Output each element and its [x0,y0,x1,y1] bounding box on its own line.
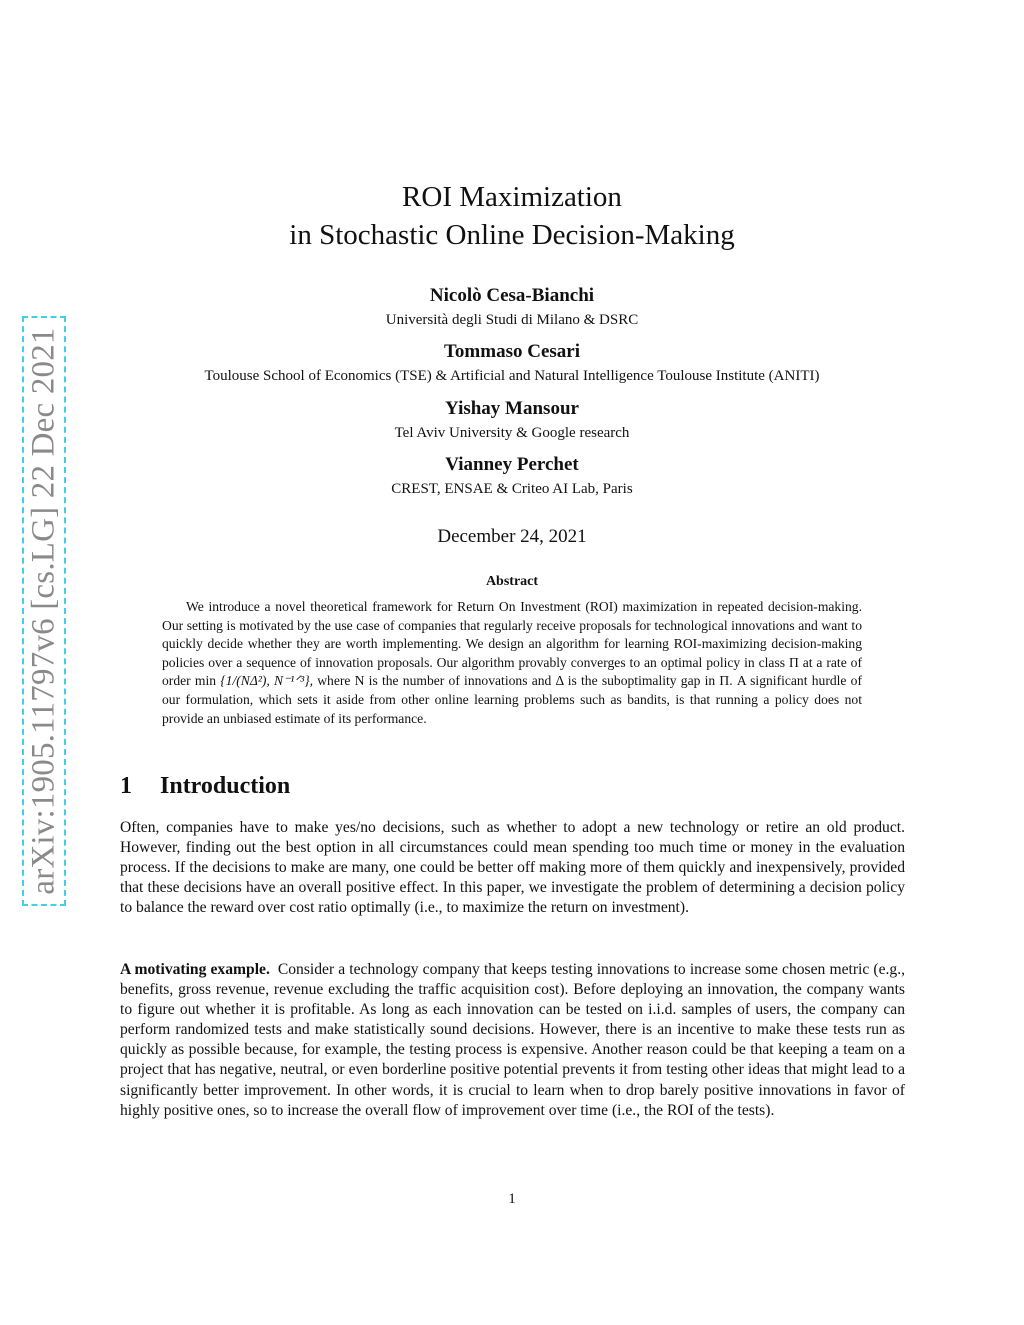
paragraph-body: Consider a technology company that keeps testing innovations to increase some chosen metric (e.g., benefits, gross revenue, revenue excluding the traffic acquisition cost). Before deploying an innovation, the company wants to figure out whether it is profitable. As long as each innovation can be tested on i.i.d. samples of users, the company can perform randomized tests and make statistically sound decisions. However, there is an incentive to make these tests run as quickly as possible because, for example, the testing process is expensive. Another reason could be that keeping a team on a project that has negative, neutral, or even borderline positive potential prevents it from testing other ideas that might lead to a significantly better improvement. In other words, it is crucial to learn when to drop barely positive innovations in favor of highly positive ones, so to increase the overall flow of improvement over time (i.e., the ROI of the tests). [120,961,905,1119]
abstract-text-part-2: where N is the number of innovations and Δ is the suboptimality gap in Π. A significant hurdle of our formulation, which sets it aside from other online learning problems such as bandits, is that running a policy does not provide an unbiased estimate of its performance. [162,673,862,726]
author-name: Tommaso Cesari [444,341,580,362]
intro-paragraph-2 [120,960,905,1121]
intro-paragraph-1: Often, companies have to make yes/no decisions, such as whether to adopt a new technology or retire an old product. However, finding out the best option in all circumstances could mean spending too much time or money in the evaluation process. If the decisions to make are many, one could be better off making more of them quickly and inexpensively, provided that these decisions have an overall positive effect. In this paper, we investigate the problem of determining a decision policy to balance the reward over cost ratio optimally (i.e., to maximize the return on investment). [120,819,905,917]
publication-date: December 24, 2021 [437,526,587,547]
author-affiliation: Toulouse School of Economics (TSE) & Artificial and Natural Intelligence Toulouse Institute (ANITI) [204,368,820,384]
abstract-body [162,598,862,728]
section-number: 1 [120,773,132,799]
author-name: Vianney Perchet [445,454,579,475]
paper-title-line-2: in Stochastic Online Decision-Making [289,219,735,251]
author-affiliation: Università degli Studi di Milano & DSRC [385,312,639,328]
section-heading [120,773,290,800]
arxiv-identifier-text: arXiv:1905.11797v6 [cs.LG] 22 Dec 2021 [25,327,62,895]
paragraph-lead-in: A motivating example. [120,961,270,978]
author-name: Yishay Mansour [445,398,579,419]
author-name: Nicolò Cesa-Bianchi [429,285,595,306]
author-affiliation: Tel Aviv University & Google research [394,425,630,441]
page-number: 1 [508,1191,516,1207]
author-affiliation: CREST, ENSAE & Criteo AI Lab, Paris [391,481,633,497]
paper-title-line-1: ROI Maximization [402,181,622,213]
section-title: Introduction [160,773,291,799]
convergence-rate-expression: {1/(NΔ²), N⁻¹ᐟ³}, [220,673,314,689]
abstract-heading: Abstract [485,574,539,589]
abstract-text-part-1: We introduce a novel theoretical framework for Return On Investment (ROI) maximization in repeated decision-making. Our setting is motivated by the use case of companies that regularly receive proposals for technological innovations and want to quickly decide whether they are worth implementing. We design an algorithm for learning ROI-maximizing decision-making policies over a sequence of innovation proposals. Our algorithm provably converges to an optimal policy in class Π at a rate of order min [162,599,862,689]
